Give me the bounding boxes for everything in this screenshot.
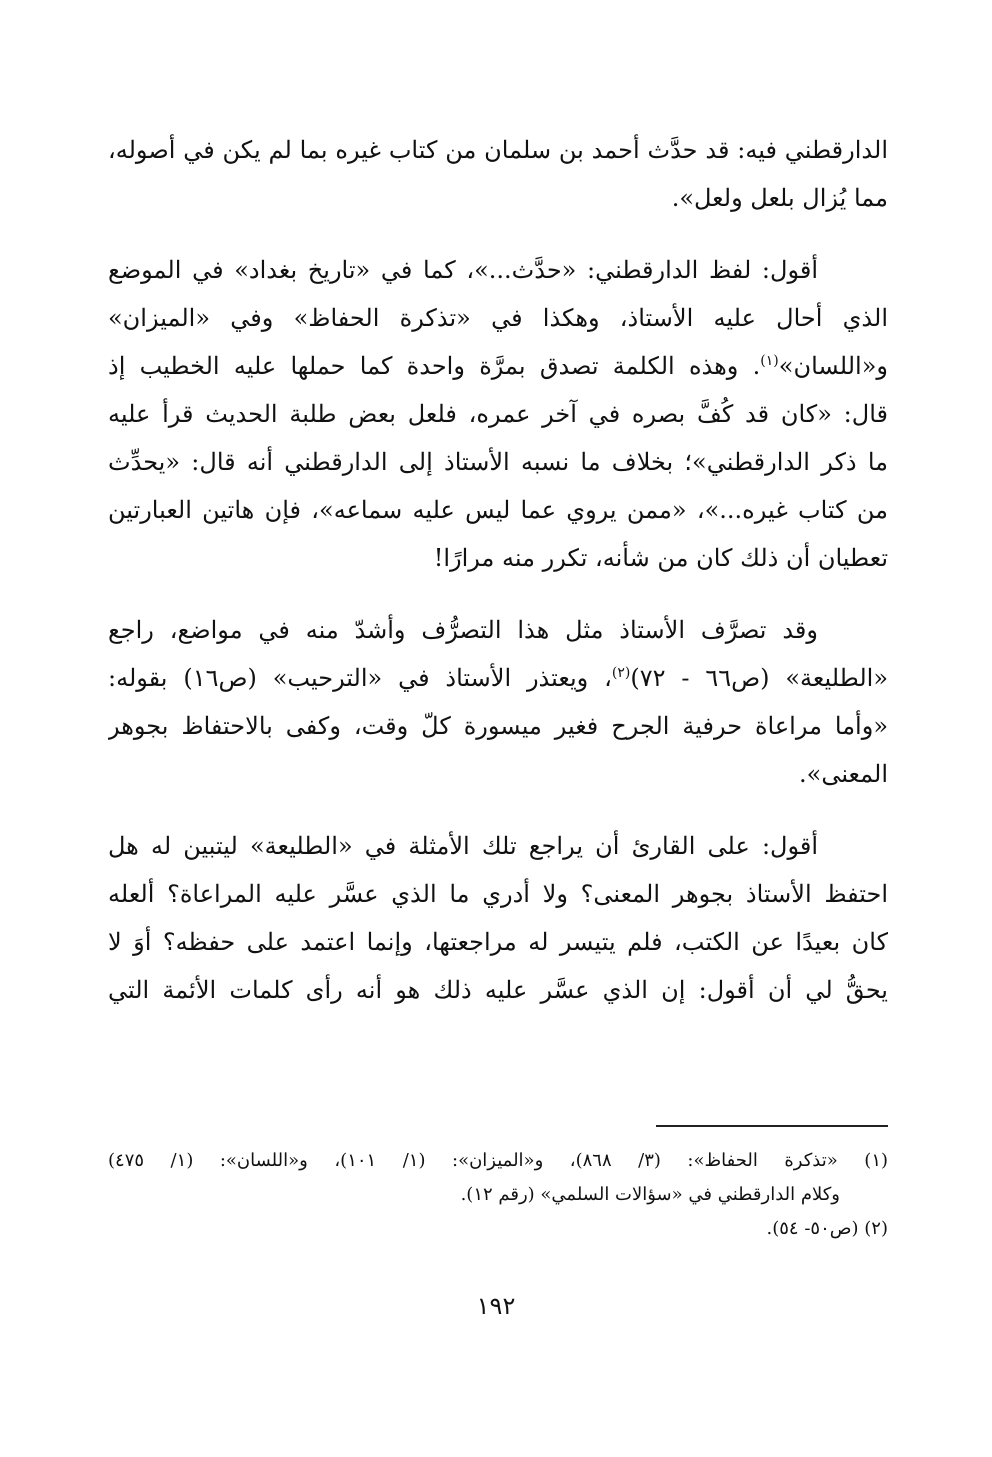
footnote-ref-2: (٢)	[611, 665, 631, 681]
text-line-with-footnote	[108, 342, 888, 390]
text-line: من كتاب غيره...»، «ممن يروي عما ليس عليه سماعه»، فإن هاتين العبارتين	[108, 496, 888, 524]
footnote-separator	[656, 1125, 888, 1127]
text-line-with-footnote	[108, 654, 888, 702]
footnote-1: (١) «تذكرة الحفاظ»: (٣/ ٨٦٨)، و«الميزان»: (١/ ١٠١)، و«اللسان»: (١/ ٤٧٥)	[108, 1150, 888, 1171]
text-line: وقد تصرَّف الأستاذ مثل هذا التصرُّف وأشدّ منه في مواضع، راجع	[108, 616, 818, 644]
text-line: «وأما مراعاة حرفية الجرح فغير ميسورة كلّ وقت، وكفى بالاحتفاظ بجوهر	[108, 712, 888, 740]
footnote-2: (٢) (ص٥٠- ٥٤).	[766, 1218, 888, 1239]
text-fragment: ، ويعتذر الأستاذ في «الترحيب» (ص١٦) بقوله:	[108, 664, 612, 692]
text-line: أقول: لفظ الدارقطني: «حدَّث...»، كما في «تاريخ بغداد» في الموضع	[108, 256, 818, 284]
footnote-1-continued: وكلام الدارقطني في «سؤالات السلمي» (رقم ١٢).	[460, 1184, 840, 1205]
paragraph-3	[108, 606, 888, 798]
text-line: كان بعيدًا عن الكتب، فلم يتيسر له مراجعتها، وإنما اعتمد على حفظه؟ أوَ لا	[108, 928, 888, 956]
text-line: المعنى».	[799, 760, 888, 788]
text-line: تعطيان أن ذلك كان من شأنه، تكرر منه مرارًا!	[433, 544, 888, 572]
text-line: الدارقطني فيه: قد حدَّث أحمد بن سلمان من كتاب غيره بما لم يكن في أصوله،	[108, 136, 888, 164]
footnote-ref-1: (١)	[760, 353, 779, 369]
text-line: مما يُزال بلعل ولعل».	[671, 184, 888, 212]
text-line: يحقُّ لي أن أقول: إن الذي عسَّر عليه ذلك هو أنه رأى كلمات الأئمة التي	[108, 976, 888, 1004]
text-line: أقول: على القارئ أن يراجع تلك الأمثلة في «الطليعة» ليتبين له هل	[108, 832, 818, 860]
text-line: قال: «كان قد كُفَّ بصره في آخر عمره، فلعل بعض طلبة الحديث قرأ عليه	[108, 400, 888, 428]
text-line: ما ذكر الدارقطني»؛ بخلاف ما نسبه الأستاذ إلى الدارقطني أنه قال: «يحدِّث	[108, 448, 888, 476]
footnotes	[108, 1144, 888, 1246]
text-fragment: و«اللسان»	[778, 352, 888, 380]
main-text	[108, 126, 888, 1038]
text-line: الذي أحال عليه الأستاذ، وهكذا في «تذكرة الحفاظ» وفي «الميزان»	[108, 304, 888, 332]
paragraph-4	[108, 822, 888, 1014]
paragraph-2	[108, 246, 888, 582]
text-line: احتفظ الأستاذ بجوهر المعنى؟ ولا أدري ما الذي عسَّر عليه المراعاة؟ ألعله	[108, 880, 888, 908]
text-fragment: . وهذه الكلمة تصدق بمرَّة واحدة كما حملها عليه الخطيب إذ	[108, 352, 761, 380]
paragraph-1	[108, 126, 888, 222]
page-number: ١٩٢	[476, 1292, 516, 1320]
text-fragment: «الطليعة» (ص٦٦ - ٧٢)	[630, 664, 888, 692]
